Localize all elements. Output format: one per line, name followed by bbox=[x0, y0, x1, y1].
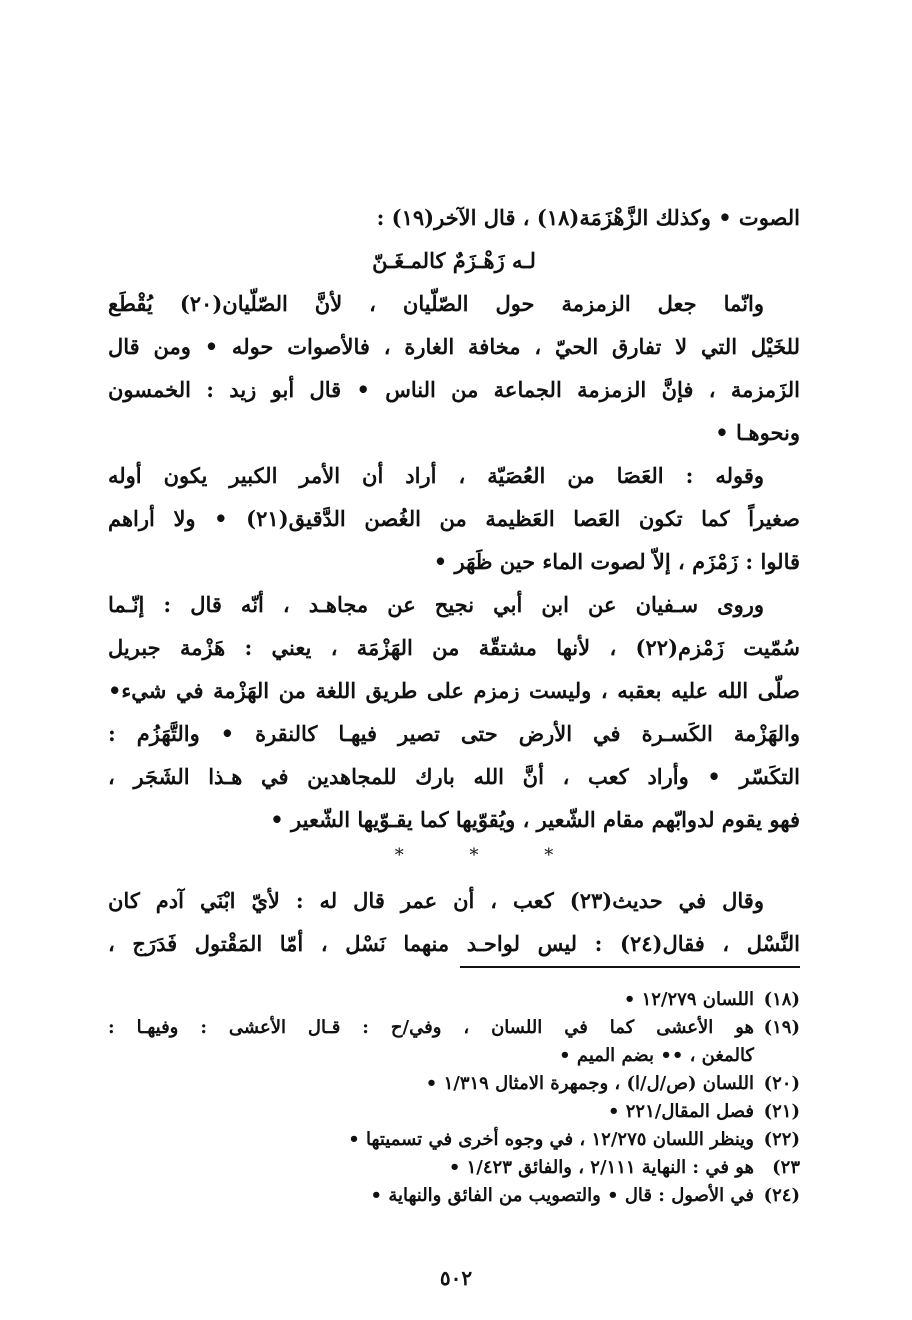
footnote-number: (٢١) bbox=[763, 1101, 800, 1122]
section-separator bbox=[108, 841, 800, 879]
star-ornament: * bbox=[394, 845, 404, 866]
footnote-text: وينظر اللسان ١٢/٢٧٥ ، في وجوه أخرى في تسميتها • bbox=[348, 1129, 754, 1150]
footnote bbox=[108, 986, 800, 1014]
footnote-text: فصل المقال/٢٢١ • bbox=[607, 1101, 754, 1122]
footnote bbox=[108, 1070, 800, 1098]
text-line: سُمّيت زَمْزم(٢٢) ، لأنها مشتقّة من الهَزْمَة ، يعني : هَزْمة جبريل bbox=[108, 635, 800, 660]
footnote bbox=[108, 1014, 800, 1070]
text-line: النَّسْل ، فقال(٢٤) : ليس لواحـد منهما نَسْل ، أمّا المَقْتول فَدَرَج ، bbox=[108, 931, 800, 956]
footnote-text: هو في : النهاية ٢/١١١ ، والفائق ١/٤٢٣ • bbox=[448, 1157, 754, 1178]
footnote bbox=[108, 1154, 800, 1182]
footnote bbox=[108, 1126, 800, 1154]
star-ornament: * bbox=[469, 845, 479, 866]
text-line: الزَمزمة ، فإنَّ الزمزمة الجماعة من الناس • قال أبو زيد : الخمسون bbox=[108, 377, 800, 402]
footnote bbox=[108, 1098, 800, 1126]
footnote bbox=[108, 1182, 800, 1210]
footnotes bbox=[108, 986, 800, 1210]
footnote-number: (١٨) bbox=[763, 989, 800, 1010]
text-line: التكَسّر • وأراد كعب ، أنَّ الله بارك للمجاهدين في هـذا الشَجَر ، bbox=[108, 764, 800, 789]
footnote-number: (٢٤) bbox=[763, 1185, 800, 1206]
footnote-number: (١٩) bbox=[763, 1017, 800, 1038]
text-line: الصوت • وكذلك الزَّهْزَمَة(١٨) ، قال الآخر(١٩) : bbox=[376, 205, 800, 230]
poetry-verse: لـه زَهْـزَمٌ كالمـغَـنّ bbox=[372, 248, 536, 273]
text-line: وانّما جعل الزمزمة حول الصّلّيان ، لأنَّ الصّلّيان(٢٠) يُقْطَع bbox=[108, 291, 764, 316]
star-ornament: * bbox=[544, 845, 554, 866]
footnote-text: هو الأعشى كما في اللسان ، وفي/ح : قـال الأعشى : وفيهـا : bbox=[108, 1017, 754, 1038]
footnote-divider bbox=[460, 966, 800, 968]
footnote-text: اللسان ١٢/٢٧٩ • bbox=[623, 989, 754, 1010]
footnote-text: كالمغن ، •• بضم الميم • bbox=[559, 1045, 754, 1066]
main-text bbox=[108, 196, 800, 965]
text-line: صغيراً كما تكون العَصا العَظيمة من الغُصن الدَّقيق(٢١) • ولا أراهم bbox=[108, 506, 800, 531]
footnote-number: (٢٢) bbox=[763, 1129, 800, 1150]
footnote-number: ٢٣) bbox=[772, 1157, 800, 1178]
text-line: قالوا : زَمْزَم ، إلاّ لصوت الماء حين ظَهَر • bbox=[433, 549, 800, 574]
text-line: صلّى الله عليه بعقبه ، وليست زمزم على طريق اللغة من الهَزْمة في شيء• bbox=[108, 678, 800, 703]
text-line: ونحوهـا • bbox=[715, 420, 800, 445]
text-line: والهَزْمة الكَسـرة في الأرض حتى تصير فيهـا كالنقرة • والتَّهَزُم : bbox=[108, 721, 800, 746]
text-line: وروى سـفيان عن ابن أبي نجيح عن مجاهـد ، أنّه قال : إنّـما bbox=[108, 592, 764, 617]
page-number: ٥٠٢ bbox=[439, 1266, 473, 1290]
text-line: وقال في حديث(٢٣) كعب ، أن عمر قال له : لأيّ ابْنَي آدم كان bbox=[108, 888, 764, 913]
footnote-text: اللسان (ص/ل/ا) ، وجمهرة الامثال ١/٣١٩ • bbox=[425, 1073, 754, 1094]
text-line: للخَيْل التي لا تفارق الحيّ ، مخافة الغارة ، فالأصوات حوله • ومن قال bbox=[108, 334, 800, 359]
footnote-text: في الأصول : قال • والتصويب من الفائق والنهاية • bbox=[370, 1185, 754, 1206]
text-line: وقوله : العَصَا من العُصَيّة ، أراد أن الأمر الكبير يكون أوله bbox=[108, 463, 764, 488]
text-line: فهو يقوم لدوابّهم مقام الشّعير ، ويُقوّيها كما يقـوّيها الشّعير • bbox=[270, 807, 800, 832]
footnote-number: (٢٠) bbox=[763, 1073, 800, 1094]
